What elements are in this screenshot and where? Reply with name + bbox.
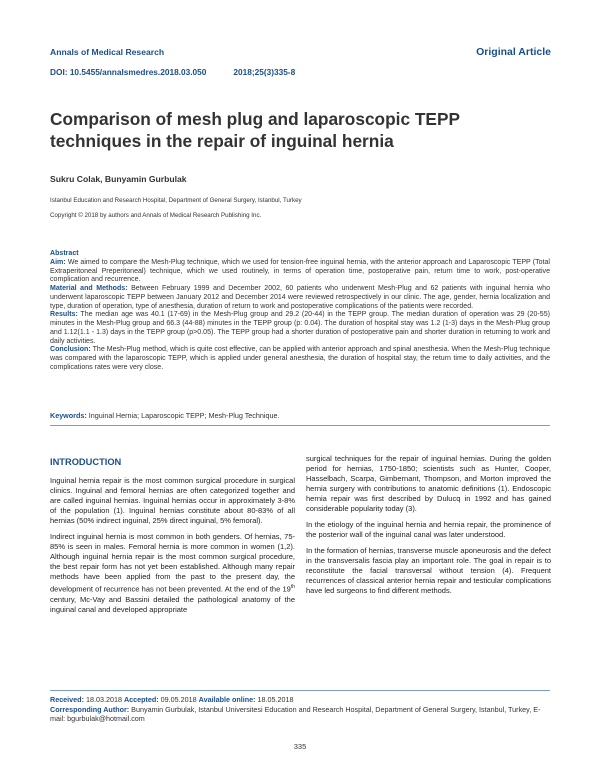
affiliation: Istanbul Education and Research Hospital, Department of General Surgery, Istanbul, Turkey xyxy=(50,197,302,204)
accepted-date: 09.05.2018 xyxy=(158,695,199,704)
methods-text: Between February 1999 and December 2002, 60 patients who underwent Mesh-Plug and 62 patients with inguinal hernia who underwent laparoscopic TEPP between January 2012 and December 2014 were reviewed retrospectively in our clinic. The age, gender, hernia localization and type, duration of operation, type of anesthesia, duration of return to work and postoperative complications of the patients were recorded. xyxy=(50,285,550,310)
keywords-text: Inguinal Hernia; Laparoscopic TEPP; Mesh-Plug Technique. xyxy=(86,411,280,420)
corresponding-author: Bunyamin Gurbulak, Istanbul Universitesi Education and Research Hospital, Department of General Surgery, Istanbul, Turkey, E-mail: bgurbulak@hotmail.com xyxy=(50,704,541,723)
conclusion-label: Conclusion: xyxy=(50,346,91,354)
footer xyxy=(50,695,550,724)
accepted-label: Accepted: xyxy=(123,695,159,704)
divider xyxy=(50,425,550,426)
doi-line xyxy=(50,67,295,77)
abstract-conclusion xyxy=(50,346,550,372)
available-label: Available online: xyxy=(198,695,256,704)
abstract xyxy=(50,250,550,373)
journal-name: Annals of Medical Research xyxy=(50,47,165,57)
article-type: Original Article xyxy=(476,46,551,58)
abstract-aim xyxy=(50,259,550,285)
abstract-heading: Abstract xyxy=(50,250,79,257)
abstract-methods xyxy=(50,285,550,311)
aim-label: Aim: xyxy=(50,258,66,266)
superscript: th xyxy=(290,584,295,590)
intro-paragraph-2-text: Indirect inguinal hernia is most common in both genders. Of hernias, 75-85% is seen in males. Femoral hernia is more common in women (1,2). Although inguinal hernia repair is the most common surgical procedure, the best repair form has not yet been established. Although many repair methods have been applied from the past to the present day, the development of recurrence has not been prevented. At the end of the 19 xyxy=(50,532,295,594)
column-right xyxy=(306,454,551,602)
column-left xyxy=(50,476,295,621)
copyright: Copyright © 2018 by authors and Annals of Medical Research Publishing Inc. xyxy=(50,212,262,219)
received-label: Received: xyxy=(50,695,84,704)
abstract-results xyxy=(50,311,550,346)
corresponding-line xyxy=(50,705,550,724)
available-date: 18.05.2018 xyxy=(255,695,294,704)
introduction-heading: INTRODUCTION xyxy=(50,457,122,467)
results-text: The median age was 40.1 (17-69) in the Mesh-Plug group and 29.2 (20-44) in the TEPP group. The median duration of operation was 29 (20-55) minutes in the Mesh-Plug group and 66.3 (44-88) minutes in the TEPP group (p: 0.04). The duration of hospital stay was 1.2 (1-3) days in the Mesh-Plug group and 1.12(1.1 - 1.3) days in the TEPP group (p>0.05). The TEPP group had a shorter duration of postoperative pain and shorter duration in returning to work and daily activities. xyxy=(50,311,550,345)
intro-paragraph-4: In the etiology of the inguinal hernia and hernia repair, the prominence of the posterior wall of the inguinal canal was later understood. xyxy=(306,520,551,539)
intro-paragraph-3: surgical techniques for the repair of inguinal hernias. During the golden period for hernias, 1750-1850; scientists such as Hunter, Cooper, Hasselbach, Scarpa, Gimbernant, Thompson, and Morton improved the hernia surgery with contributions to anatomic definitions (1). Endoscopic hernia repair was first described by Dulucq in 1992 and has gained considerable popularity today (3). xyxy=(306,454,551,513)
article-title: Comparison of mesh plug and laparoscopic TEPP techniques in the repair of inguinal hernia xyxy=(50,109,460,151)
footer-divider xyxy=(50,690,550,691)
corresponding-label: Corresponding Author: xyxy=(50,704,130,714)
results-label: Results: xyxy=(50,311,78,319)
citation: 2018;25(3)335-8 xyxy=(233,67,296,77)
received-date: 18.03.2018 xyxy=(83,695,124,704)
intro-paragraph-2 xyxy=(50,532,295,615)
authors: Sukru Colak, Bunyamin Gurbulak xyxy=(50,174,187,184)
page-number: 335 xyxy=(293,742,307,751)
methods-label: Material and Methods: xyxy=(50,285,128,292)
aim-text: We aimed to compare the Mesh-Plug technique, which we used for tension-free inguinal hernia, with the anterior approach and Laparoscopic TEPP (Total Extraperitoneal Preperitoneal) technique, which we used routinely, in terms of operation time, postoperative pain, return time to work, post-operative complication and recurrence. xyxy=(50,258,550,284)
keywords-label: Keywords: xyxy=(50,411,87,420)
conclusion-text: The Mesh-Plug method, which is quite cost effective, can be applied with anterior approach and spinal anesthesia. When the Mesh-Plug technique was compared with the laparoscopic TEPP, which is applied under general anesthesia, the duration of hospital stay, the return time to daily activities, and the complications rates were very close. xyxy=(50,346,550,371)
intro-paragraph-1: Inguinal hernia repair is the most common surgical procedure in surgical clinics. Inguinal and femoral hernias are often categorized together and are called inguinal hernias. Inguinal hernias occur in approximately 3-8% of the population (1). Inguinal hernias constitute about 80-83% of all hernias (50% indirect inguinal, 25% direct inguinal, 5% femoral). xyxy=(50,476,295,525)
dates-line xyxy=(50,695,550,705)
doi[interactable]: DOI: 10.5455/annalsmedres.2018.03.050 xyxy=(50,67,207,77)
intro-paragraph-2-cont: century, Mc-Vay and Bassini detailed the pathological anatomy of the inguinal canal and developed appropriate xyxy=(50,594,295,614)
keywords xyxy=(50,411,279,420)
intro-paragraph-5: In the formation of hernias, transverse muscle aponeurosis and the defect in the transversalis fascia play an important role. The goal in repair is to reconstitute the facial transversal without tension (4). Frequent recurrences of classical anterior hernia repair and testicular complications have led surgeons to find different methods. xyxy=(306,546,551,595)
